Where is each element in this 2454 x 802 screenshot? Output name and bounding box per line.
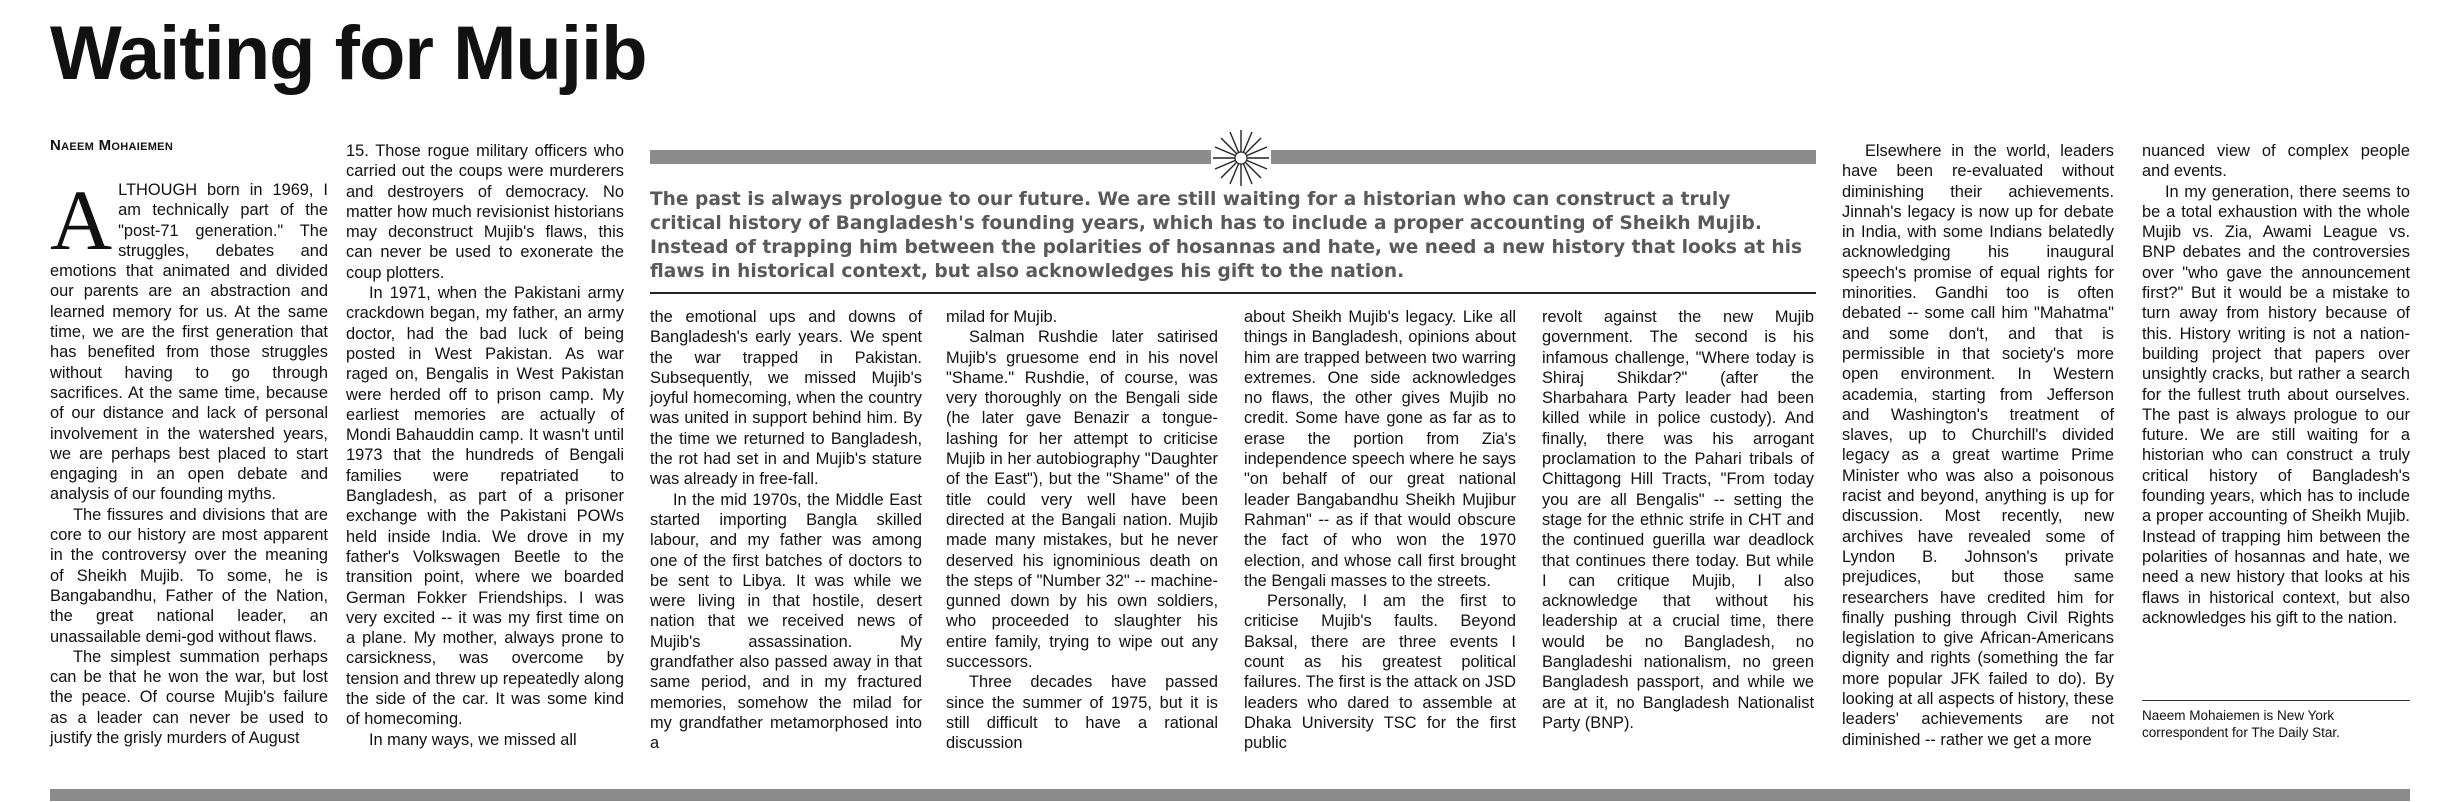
paragraph: the emotional ups and downs of Bangladesh's early years. We spent the war trapped in Pakistan. Subsequently, we missed Mujib's joyful homecoming, when the country was united in support behind him. By the time we returned to Bangladesh, the rot had set in and Mujib's stature was already in free-fall. <box>650 308 922 489</box>
paragraph: nuanced view of complex people and events. <box>2142 142 2410 181</box>
paragraph: The fissures and divisions that are core to our history are most apparent in the controversy over the meaning of Sheikh Mujib. To some, he is Bangabandhu, Father of the Nation, the great national leader, an unassailable demi-god without flaws. <box>50 505 328 646</box>
pull-quote-box <box>650 150 1816 294</box>
column-1 <box>50 172 328 748</box>
pull-quote-text: The past is always prologue to our future. We are still waiting for a historian who can construct a truly critical history of Bangladesh's founding years, which has to include a proper accounting of Sheikh Mujib. Instead of trapping him between the polarities of hosannas and hate, we need a new history that looks at his flaws in historical context, but also acknowledges his gift to the nation. <box>650 189 1803 282</box>
column-6 <box>1542 307 1814 733</box>
column-7 <box>1842 141 2114 750</box>
paragraph: Salman Rushdie later satirised Mujib's gruesome end in his novel "Shame." Rushdie, of course, was very thoroughly on the Bengali side (he later gave Benazir a tongue-lashing for her attempt to criticise Mujib in her autobiography "Daughter of the East"), but the "Shame" of the title could very well have been directed at the Bangali nation. Mujib made many mistakes, but he never deserved his ignominious death on the steps of "Number 32" -- machine-gunned down by his own soldiers, who proceeded to slaughter his entire family, trying to wipe out any successors. <box>946 328 1218 672</box>
column-4 <box>946 307 1218 754</box>
paragraph: In 1971, when the Pakistani army crackdown began, my father, an army doctor, had the bad luck of being posted in West Pakistan. As war raged on, Bengalis in West Pakistan were herded off to prison camp. My earliest memories are actually of Mondi Bahauddin camp. It wasn't until 1973 that the hundreds of Bengali families were repatriated to Bangladesh, as part of a prisoner exchange with the Pakistani POWs held inside India. We drove in my father's Volkswagen Beetle to the transition point, where we boarded German Fokker Friendships. I was very excited -- it was my first time on a plane. My mother, always prone to carsickness, was overcome by tension and threw up repeatedly along the side of the car. It was some kind of homecoming. <box>346 284 624 729</box>
paragraph: 15. Those rogue military officers who carried out the coups were murderers and destroyers of democracy. No matter how much revisionist historians may deconstruct Mujib's flaws, this can never be used to exonerate the coup plotters. <box>346 142 624 282</box>
paragraph: In my generation, there seems to be a total exhaustion with the whole Mujib vs. Zia, Awami League vs. BNP debates and the controversies over "who gave the announcement first?" But it would be a mistake to turn away from history because of this. History writing is not a nation-building project that papers over unsightly cracks, but rather a search for the fullest truth about ourselves. The past is always prologue to our future. We are still waiting for a historian who can construct a truly critical history of Bangladesh's founding years, which has to include a proper accounting of Sheikh Mujib. Instead of trapping him between the polarities of hosannas and hate, we need a new history that looks at his flaws in historical context, but also acknowledges his gift to the nation. <box>2142 182 2410 627</box>
paragraph: Elsewhere in the world, leaders have been re-evaluated without diminishing their achievements. Jinnah's legacy is now up for debate in India, with some Indians belatedly acknowledging his inaugural speech's promise of equal rights for minorities. Gandhi too is often debated -- some call him "Mahatma" and some don't, and that is permissible in that society's more open environment. In Western academia, starting from Jefferson and Washington's treatment of slaves, up to Churchill's divided legacy as a great wartime Prime Minister who was also a poisonous racist and beyond, anything is up for discussion. Most recently, new archives have revealed some of Lyndon B. Johnson's private prejudices, but those same researchers have credited him for finally pushing through Civil Rights legislation to give African-Americans dignity and rights (something the far more popular JFK failed to do). By looking at all aspects of history, these leaders' achievements are not diminished -- rather we get a more <box>1842 142 2114 749</box>
paragraph: revolt against the new Mujib government. The second is his infamous challenge, "Where today is Shiraj Shikdar?" (after the Sharbahara Party leader had been killed while in police custody). And finally, there was his arrogant proclamation to the Pahari tribals of Chittagong Hill Tracts, "From today you are all Bengalis" -- setting the stage for the ethnic strife in CHT and the continued guerilla war deadlock that continues there today. But while I can critique Mujib, I also acknowledge that without his leadership at a crucial time, there would be no Bangladesh, no Bangladeshi nationalism, no green Bangladesh passport, and while we are at it, no Bangladesh Nationalist Party (BNP). <box>1542 308 1814 732</box>
column-3 <box>650 307 922 754</box>
pull-quote-rule <box>650 292 1816 294</box>
paragraph: Personally, I am the first to criticise Mujib's faults. Beyond Baksal, there are three events I count as his greatest political failures. The first is the attack on JSD leaders who dared to assemble at Dhaka University TSC for the first public <box>1244 592 1516 753</box>
paragraph: In many ways, we missed all <box>368 730 577 749</box>
paragraph: LTHOUGH born in 1969, I am technically part of the "post-71 generation." The struggles, debates and emotions that animated and divided our parents are an abstraction and learned memory for us. At the same time, we are the first generation that has benefited from those struggles without having to go through sacrifices. At the same time, because of our distance and lack of personal involvement in the watershed years, we are perhaps best placed to start engaging in an open debate and analysis of our founding myths. <box>50 181 328 504</box>
paragraph: In the mid 1970s, the Middle East started importing Bangla skilled labour, and my father was among one of the first batches of doctors to be sent to Libya. It was while we were living in that hostile, desert nation that we received news of Mujib's assassination. My grandfather also passed away in that same period, and in my fractured memories, somehow the milad for my grandfather metamorphosed into a <box>650 490 922 753</box>
starburst-icon <box>1211 128 1271 188</box>
headline: Waiting for Mujib <box>50 11 647 96</box>
byline: Naeem Mohaiemen <box>50 137 174 154</box>
paragraph: Three decades have passed since the summer of 1975, but it is still difficult to have a rational discussion <box>946 673 1218 753</box>
column-2 <box>346 141 624 750</box>
author-note-text: Naeem Mohaiemen is New York correspondent for The Daily Star. <box>2142 708 2340 740</box>
paragraph: milad for Mujib. <box>946 308 1058 326</box>
author-note <box>2142 700 2410 741</box>
column-5 <box>1244 307 1516 754</box>
paragraph: The simplest summation perhaps can be that he won the war, but lost the peace. Of course Mujib's failure as a leader can never be used to justify the grisly murders of August <box>50 647 328 748</box>
column-8 <box>2142 141 2410 628</box>
paragraph: about Sheikh Mujib's legacy. Like all things in Bangladesh, opinions about him are trapped between two warring extremes. One side acknowledges no flaws, the other gives Mujib no credit. Some have gone as far as to erase the portion from Zia's independence speech where he says "on behalf of our great national leader Bangabandhu Sheikh Mujibur Rahman" -- as if that would obscure the fact of who won the 1970 election, and whose call first brought the Bengali masses to the streets. <box>1244 308 1516 590</box>
bottom-bar <box>50 789 2410 801</box>
author-note-rule <box>2142 700 2410 701</box>
drop-cap: A <box>50 172 113 268</box>
